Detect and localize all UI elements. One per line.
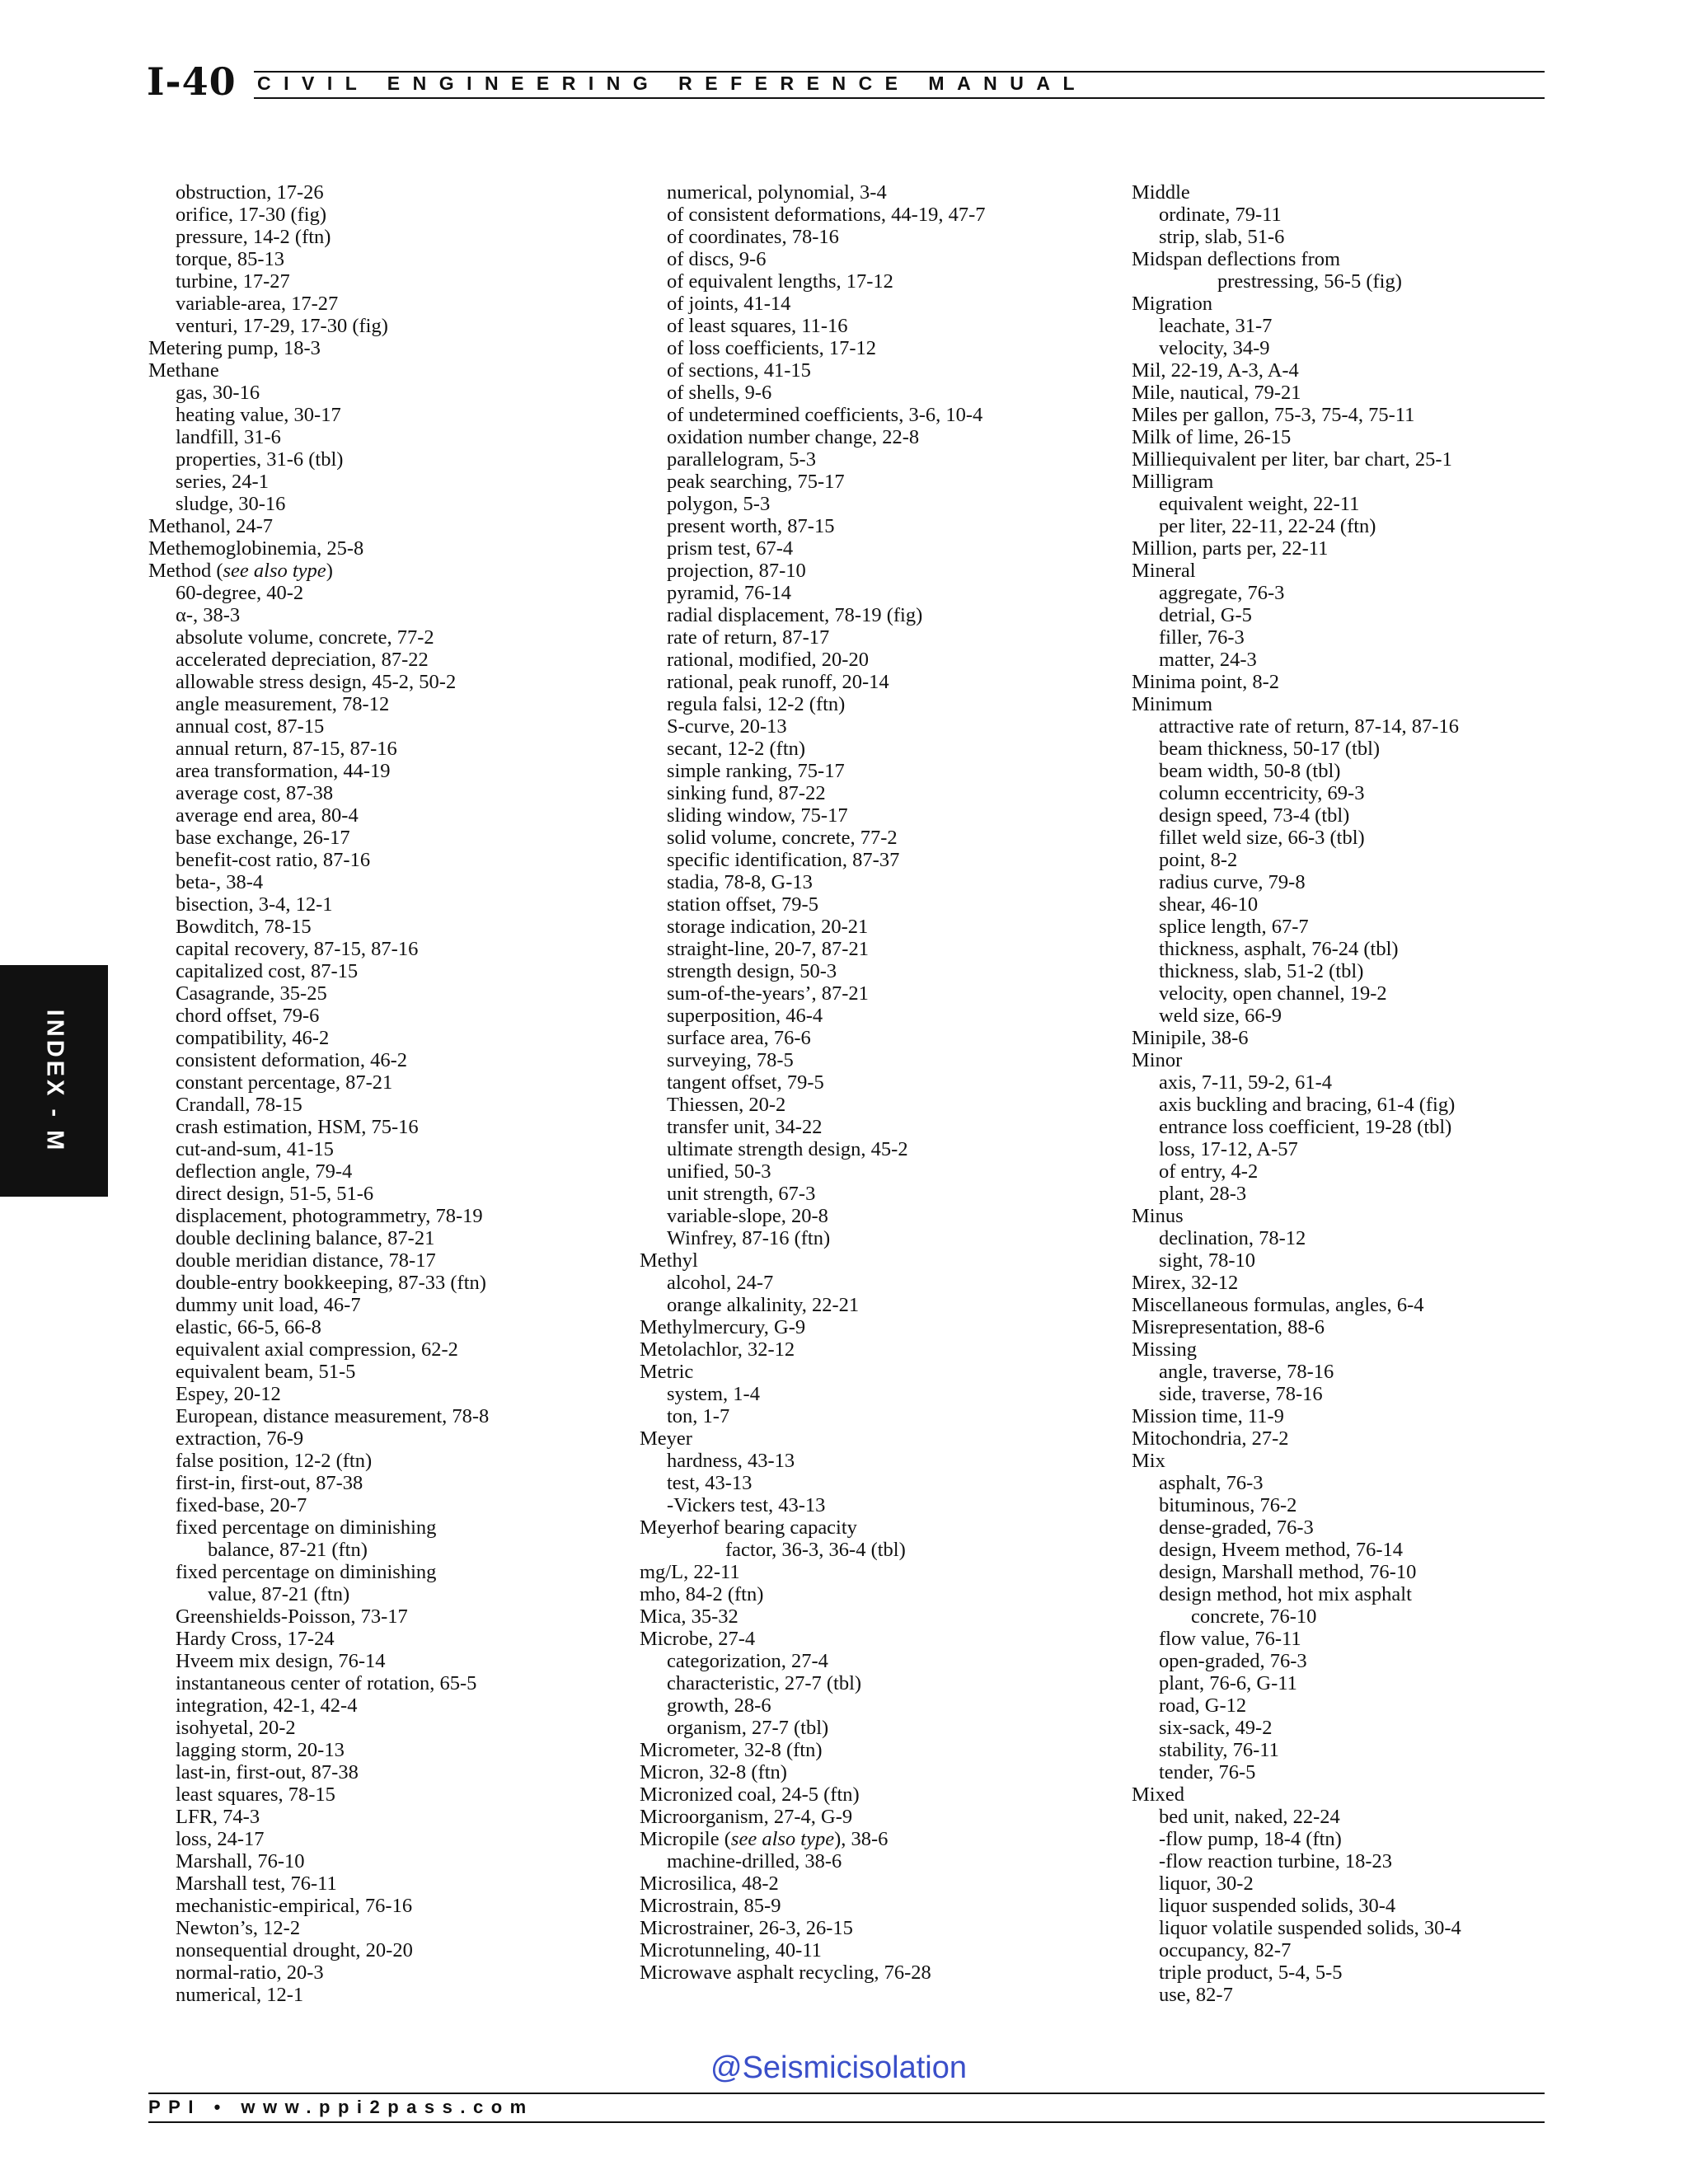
index-subentry: prism test, 67-4 xyxy=(667,537,794,560)
index-subentry: of entry, 4-2 xyxy=(1159,1160,1259,1183)
index-subentry: Thiessen, 20-2 xyxy=(667,1094,786,1116)
index-subentry: of coordinates, 78-16 xyxy=(667,226,839,248)
index-subentry: double-entry bookkeeping, 87-33 (ftn) xyxy=(176,1272,486,1294)
index-subentry: α-, 38-3 xyxy=(176,604,241,626)
index-subentry: rate of return, 87-17 xyxy=(667,626,830,649)
index-subentry: simple ranking, 75-17 xyxy=(667,760,845,782)
index-subentry: ton, 1-7 xyxy=(667,1405,730,1427)
index-subentry: chord offset, 79-6 xyxy=(176,1005,320,1027)
index-subentry: double declining balance, 87-21 xyxy=(176,1227,435,1249)
index-subentry: sight, 78-10 xyxy=(1159,1249,1256,1272)
index-subentry: average cost, 87-38 xyxy=(176,782,334,804)
index-subentry: pyramid, 76-14 xyxy=(667,582,792,604)
index-heading: Minus xyxy=(1132,1205,1184,1227)
index-subentry: equivalent beam, 51-5 xyxy=(176,1361,356,1383)
index-subentry: sliding window, 75-17 xyxy=(667,804,848,827)
index-heading: Microbe, 27-4 xyxy=(640,1628,756,1650)
index-subentry: tangent offset, 79-5 xyxy=(667,1071,824,1094)
index-subentry: displacement, photogrammetry, 78-19 xyxy=(176,1205,483,1227)
index-subentry: -Vickers test, 43-13 xyxy=(667,1494,826,1516)
index-subentry: -flow pump, 18-4 (ftn) xyxy=(1159,1828,1342,1850)
index-subentry: turbine, 17-27 xyxy=(176,270,290,293)
index-subentry: capitalized cost, 87-15 xyxy=(176,960,359,982)
index-subentry: of least squares, 11-16 xyxy=(667,315,848,337)
index-subentry: axis, 7-11, 59-2, 61-4 xyxy=(1159,1071,1333,1094)
index-subentry: radius curve, 79-8 xyxy=(1159,871,1306,893)
index-column-2 xyxy=(640,181,1118,1984)
index-subentry: bed unit, naked, 22-24 xyxy=(1159,1806,1340,1828)
index-subentry: instantaneous center of rotation, 65-5 xyxy=(176,1672,477,1694)
index-heading: Mix xyxy=(1132,1450,1165,1472)
index-subentry: of equivalent lengths, 17-12 xyxy=(667,270,893,293)
index-subentry: thickness, slab, 51-2 (tbl) xyxy=(1159,960,1364,982)
index-subentry: of discs, 9-6 xyxy=(667,248,767,270)
index-heading: Middle xyxy=(1132,181,1190,204)
index-subentry: obstruction, 17-26 xyxy=(176,181,324,204)
index-heading: Missing xyxy=(1132,1338,1197,1361)
index-subentry: side, traverse, 78-16 xyxy=(1159,1383,1323,1405)
index-subentry: angle, traverse, 78-16 xyxy=(1159,1361,1334,1383)
index-subentry: triple product, 5-4, 5-5 xyxy=(1159,1961,1343,1984)
index-subentry: declination, 78-12 xyxy=(1159,1227,1306,1249)
index-subentry: rational, modified, 20-20 xyxy=(667,649,869,671)
index-subentry: design, Marshall method, 76-10 xyxy=(1159,1561,1417,1583)
index-subentry: elastic, 66-5, 66-8 xyxy=(176,1316,321,1338)
index-subentry: equivalent weight, 22-11 xyxy=(1159,493,1360,515)
index-subentry: European, distance measurement, 78-8 xyxy=(176,1405,490,1427)
index-subentry: annual return, 87-15, 87-16 xyxy=(176,738,397,760)
index-subentry: growth, 28-6 xyxy=(667,1694,771,1717)
index-heading: Mile, nautical, 79-21 xyxy=(1132,382,1301,404)
index-subentry: Winfrey, 87-16 (ftn) xyxy=(667,1227,831,1249)
header-rule-bottom xyxy=(254,97,1545,99)
index-subentry: liquor suspended solids, 30-4 xyxy=(1159,1895,1396,1917)
index-subentry: of shells, 9-6 xyxy=(667,382,772,404)
index-subentry: plant, 76-6, G-11 xyxy=(1159,1672,1297,1694)
index-subentry: alcohol, 24-7 xyxy=(667,1272,774,1294)
index-subentry: integration, 42-1, 42-4 xyxy=(176,1694,358,1717)
index-subentry: of undetermined coefficients, 3-6, 10-4 xyxy=(667,404,983,426)
index-subentry: cut-and-sum, 41-15 xyxy=(176,1138,334,1160)
index-heading: Mission time, 11-9 xyxy=(1132,1405,1284,1427)
index-subentry: dense-graded, 76-3 xyxy=(1159,1516,1314,1539)
index-subentry: strip, slab, 51-6 xyxy=(1159,226,1285,248)
index-subentry: leachate, 31-7 xyxy=(1159,315,1273,337)
index-subentry: Greenshields-Poisson, 73-17 xyxy=(176,1605,408,1628)
index-heading: Minipile, 38-6 xyxy=(1132,1027,1249,1049)
index-subentry: deflection angle, 79-4 xyxy=(176,1160,353,1183)
index-heading: Method (see also type) xyxy=(148,560,333,582)
index-subentry: velocity, 34-9 xyxy=(1159,337,1270,359)
index-side-tab xyxy=(0,965,108,1197)
index-subentry: of loss coefficients, 17-12 xyxy=(667,337,877,359)
index-subentry: strength design, 50-3 xyxy=(667,960,837,982)
index-subentry: of consistent deformations, 44-19, 47-7 xyxy=(667,204,986,226)
index-subentry: double meridian distance, 78-17 xyxy=(176,1249,436,1272)
index-subentry: properties, 31-6 (tbl) xyxy=(176,448,344,471)
index-subentry: filler, 76-3 xyxy=(1159,626,1245,649)
index-subentry: numerical, polynomial, 3-4 xyxy=(667,181,887,204)
side-tab-label: INDEX - M xyxy=(41,1009,68,1153)
index-heading: Metering pump, 18-3 xyxy=(148,337,321,359)
index-heading: Micropile (see also type), 38-6 xyxy=(640,1828,889,1850)
index-subentry: six-sack, 49-2 xyxy=(1159,1717,1273,1739)
index-subentry: asphalt, 76-3 xyxy=(1159,1472,1264,1494)
index-subentry: benefit-cost ratio, 87-16 xyxy=(176,849,371,871)
index-heading: Mineral xyxy=(1132,560,1196,582)
index-subentry: accelerated depreciation, 87-22 xyxy=(176,649,429,671)
index-subentry: stadia, 78-8, G-13 xyxy=(667,871,813,893)
index-subentry: loss, 24-17 xyxy=(176,1828,265,1850)
index-subentry: beam width, 50-8 (tbl) xyxy=(1159,760,1341,782)
index-heading: Mixed xyxy=(1132,1783,1184,1806)
index-subentry: 60-degree, 40-2 xyxy=(176,582,304,604)
index-heading: mho, 84-2 (ftn) xyxy=(640,1583,764,1605)
index-heading: Microsilica, 48-2 xyxy=(640,1872,779,1895)
index-subentry: of sections, 41-15 xyxy=(667,359,811,382)
index-heading: Mica, 35-32 xyxy=(640,1605,738,1628)
index-heading: Milligram xyxy=(1132,471,1214,493)
index-subentry: weld size, 66-9 xyxy=(1159,1005,1282,1027)
watermark: @Seismicisolation xyxy=(710,2050,968,2085)
index-subentry: orifice, 17-30 (fig) xyxy=(176,204,326,226)
index-heading: Milk of lime, 26-15 xyxy=(1132,426,1292,448)
index-subentry: surveying, 78-5 xyxy=(667,1049,794,1071)
index-subentry: mechanistic-empirical, 76-16 xyxy=(176,1895,413,1917)
index-subentry: plant, 28-3 xyxy=(1159,1183,1247,1205)
index-column-3 xyxy=(1132,181,1610,2006)
index-heading: Mil, 22-19, A-3, A-4 xyxy=(1132,359,1299,382)
index-subentry: detrial, G-5 xyxy=(1159,604,1252,626)
index-subentry: unit strength, 67-3 xyxy=(667,1183,816,1205)
index-heading: Miscellaneous formulas, angles, 6-4 xyxy=(1132,1294,1424,1316)
index-subentry: series, 24-1 xyxy=(176,471,269,493)
index-subentry: nonsequential drought, 20-20 xyxy=(176,1939,413,1961)
index-subentry: area transformation, 44-19 xyxy=(176,760,391,782)
index-subentry: attractive rate of return, 87-14, 87-16 xyxy=(1159,715,1459,738)
index-subentry: solid volume, concrete, 77-2 xyxy=(667,827,898,849)
index-subentry: system, 1-4 xyxy=(667,1383,760,1405)
index-subentry: polygon, 5-3 xyxy=(667,493,771,515)
index-subentry: fixed percentage on diminishing xyxy=(176,1561,437,1583)
index-subentry: oxidation number change, 22-8 xyxy=(667,426,920,448)
index-subentry: Crandall, 78-15 xyxy=(176,1094,302,1116)
index-heading: Metolachlor, 32-12 xyxy=(640,1338,795,1361)
index-subentry: pressure, 14-2 (ftn) xyxy=(176,226,331,248)
index-subentry: fixed-base, 20-7 xyxy=(176,1494,307,1516)
index-subentry: test, 43-13 xyxy=(667,1472,753,1494)
index-subentry: design, Hveem method, 76-14 xyxy=(1159,1539,1403,1561)
index-subentry: transfer unit, 34-22 xyxy=(667,1116,823,1138)
index-heading: Meyerhof bearing capacity xyxy=(640,1516,857,1539)
index-subentry: stability, 76-11 xyxy=(1159,1739,1279,1761)
index-subentry: balance, 87-21 (ftn) xyxy=(208,1539,368,1561)
index-subentry: angle measurement, 78-12 xyxy=(176,693,390,715)
index-heading: Methylmercury, G-9 xyxy=(640,1316,806,1338)
index-subentry: axis buckling and bracing, 61-4 (fig) xyxy=(1159,1094,1456,1116)
index-subentry: projection, 87-10 xyxy=(667,560,806,582)
index-subentry: prestressing, 56-5 (fig) xyxy=(1217,270,1402,293)
index-subentry: use, 82-7 xyxy=(1159,1984,1233,2006)
index-heading: Minima point, 8-2 xyxy=(1132,671,1279,693)
index-subentry: shear, 46-10 xyxy=(1159,893,1259,916)
index-heading: Micron, 32-8 (ftn) xyxy=(640,1761,787,1783)
index-subentry: Marshall test, 76-11 xyxy=(176,1872,337,1895)
index-subentry: column eccentricity, 69-3 xyxy=(1159,782,1365,804)
index-heading: Micronized coal, 24-5 (ftn) xyxy=(640,1783,860,1806)
index-subentry: beta-, 38-4 xyxy=(176,871,264,893)
index-subentry: liquor, 30-2 xyxy=(1159,1872,1254,1895)
index-subentry: entrance loss coefficient, 19-28 (tbl) xyxy=(1159,1116,1452,1138)
index-subentry: superposition, 46-4 xyxy=(667,1005,823,1027)
index-subentry: fixed percentage on diminishing xyxy=(176,1516,437,1539)
index-subentry: variable-slope, 20-8 xyxy=(667,1205,828,1227)
index-heading: mg/L, 22-11 xyxy=(640,1561,740,1583)
index-heading: Miles per gallon, 75-3, 75-4, 75-11 xyxy=(1132,404,1415,426)
index-subentry: per liter, 22-11, 22-24 (ftn) xyxy=(1159,515,1376,537)
see-also-italic: see also type xyxy=(730,1828,835,1850)
index-subentry: LFR, 74-3 xyxy=(176,1806,260,1828)
index-subentry: sludge, 30-16 xyxy=(176,493,286,515)
index-subentry: crash estimation, HSM, 75-16 xyxy=(176,1116,419,1138)
index-heading: Microstrain, 85-9 xyxy=(640,1895,781,1917)
index-subentry: numerical, 12-1 xyxy=(176,1984,304,2006)
footer-rule-bottom xyxy=(148,2121,1545,2123)
index-subentry: loss, 17-12, A-57 xyxy=(1159,1138,1298,1160)
index-subentry: Marshall, 76-10 xyxy=(176,1850,305,1872)
index-subentry: factor, 36-3, 36-4 (tbl) xyxy=(725,1539,906,1561)
index-heading: Minimum xyxy=(1132,693,1213,715)
running-header-title: CIVIL ENGINEERING REFERENCE MANUAL xyxy=(257,73,1088,94)
index-subentry: landfill, 31-6 xyxy=(176,426,281,448)
index-subentry: sum-of-the-years’, 87-21 xyxy=(667,982,869,1005)
index-subentry: open-graded, 76-3 xyxy=(1159,1650,1307,1672)
index-heading: Methyl xyxy=(640,1249,698,1272)
index-subentry: sinking fund, 87-22 xyxy=(667,782,826,804)
index-subentry: beam thickness, 50-17 (tbl) xyxy=(1159,738,1381,760)
index-subentry: least squares, 78-15 xyxy=(176,1783,335,1806)
index-heading: Methanol, 24-7 xyxy=(148,515,274,537)
index-subentry: storage indication, 20-21 xyxy=(667,916,869,938)
index-subentry: secant, 12-2 (ftn) xyxy=(667,738,806,760)
index-subentry: matter, 24-3 xyxy=(1159,649,1257,671)
index-column-1 xyxy=(148,181,626,2006)
index-subentry: constant percentage, 87-21 xyxy=(176,1071,393,1094)
index-subentry: thickness, asphalt, 76-24 (tbl) xyxy=(1159,938,1399,960)
index-subentry: ordinate, 79-11 xyxy=(1159,204,1282,226)
index-subentry: consistent deformation, 46-2 xyxy=(176,1049,408,1071)
footer-publisher-url: PPI • www.ppi2pass.com xyxy=(148,2097,534,2117)
index-subentry: Hveem mix design, 76-14 xyxy=(176,1650,386,1672)
index-subentry: present worth, 87-15 xyxy=(667,515,835,537)
index-subentry: concrete, 76-10 xyxy=(1191,1605,1317,1628)
index-subentry: of joints, 41-14 xyxy=(667,293,791,315)
index-subentry: organism, 27-7 (tbl) xyxy=(667,1717,829,1739)
index-subentry: station offset, 79-5 xyxy=(667,893,818,916)
index-heading: Milliequivalent per liter, bar chart, 25-1 xyxy=(1132,448,1452,471)
index-subentry: Newton’s, 12-2 xyxy=(176,1917,301,1939)
page-number: I-40 xyxy=(147,59,237,104)
index-subentry: base exchange, 26-17 xyxy=(176,827,350,849)
index-subentry: splice length, 67-7 xyxy=(1159,916,1309,938)
index-subentry: occupancy, 82-7 xyxy=(1159,1939,1292,1961)
index-heading: Migration xyxy=(1132,293,1212,315)
index-subentry: machine-drilled, 38-6 xyxy=(667,1850,842,1872)
index-subentry: ultimate strength design, 45-2 xyxy=(667,1138,908,1160)
index-subentry: Bowditch, 78-15 xyxy=(176,916,312,938)
index-heading: Microorganism, 27-4, G-9 xyxy=(640,1806,853,1828)
index-subentry: orange alkalinity, 22-21 xyxy=(667,1294,860,1316)
index-heading: Million, parts per, 22-11 xyxy=(1132,537,1329,560)
index-subentry: fillet weld size, 66-3 (tbl) xyxy=(1159,827,1365,849)
index-subentry: point, 8-2 xyxy=(1159,849,1238,871)
index-subentry: compatibility, 46-2 xyxy=(176,1027,330,1049)
index-heading: Misrepresentation, 88-6 xyxy=(1132,1316,1325,1338)
index-subentry: allowable stress design, 45-2, 50-2 xyxy=(176,671,457,693)
index-subentry: surface area, 76-6 xyxy=(667,1027,811,1049)
index-heading: Microstrainer, 26-3, 26-15 xyxy=(640,1917,853,1939)
index-subentry: Hardy Cross, 17-24 xyxy=(176,1628,335,1650)
index-subentry: variable-area, 17-27 xyxy=(176,293,339,315)
index-subentry: unified, 50-3 xyxy=(667,1160,771,1183)
index-heading: Minor xyxy=(1132,1049,1183,1071)
index-subentry: bituminous, 76-2 xyxy=(1159,1494,1297,1516)
index-subentry: dummy unit load, 46-7 xyxy=(176,1294,361,1316)
index-subentry: first-in, first-out, 87-38 xyxy=(176,1472,363,1494)
index-subentry: rational, peak runoff, 20-14 xyxy=(667,671,889,693)
index-subentry: radial displacement, 78-19 (fig) xyxy=(667,604,923,626)
index-subentry: false position, 12-2 (ftn) xyxy=(176,1450,373,1472)
index-subentry: average end area, 80-4 xyxy=(176,804,359,827)
index-heading: Methane xyxy=(148,359,219,382)
index-subentry: S-curve, 20-13 xyxy=(667,715,787,738)
index-subentry: isohyetal, 20-2 xyxy=(176,1717,296,1739)
index-subentry: specific identification, 87-37 xyxy=(667,849,900,871)
index-subentry: hardness, 43-13 xyxy=(667,1450,795,1472)
index-heading: Microwave asphalt recycling, 76-28 xyxy=(640,1961,931,1984)
index-heading: Micrometer, 32-8 (ftn) xyxy=(640,1739,823,1761)
index-subentry: flow value, 76-11 xyxy=(1159,1628,1301,1650)
index-subentry: gas, 30-16 xyxy=(176,382,260,404)
index-subentry: direct design, 51-5, 51-6 xyxy=(176,1183,374,1205)
index-heading: Midspan deflections from xyxy=(1132,248,1341,270)
index-subentry: equivalent axial compression, 62-2 xyxy=(176,1338,458,1361)
index-subentry: aggregate, 76-3 xyxy=(1159,582,1285,604)
index-subentry: heating value, 30-17 xyxy=(176,404,341,426)
index-subentry: road, G-12 xyxy=(1159,1694,1247,1717)
index-subentry: design speed, 73-4 (tbl) xyxy=(1159,804,1350,827)
index-subentry: design method, hot mix asphalt xyxy=(1159,1583,1412,1605)
index-subentry: parallelogram, 5-3 xyxy=(667,448,816,471)
index-subentry: straight-line, 20-7, 87-21 xyxy=(667,938,869,960)
index-subentry: peak searching, 75-17 xyxy=(667,471,845,493)
see-also-italic: see also type xyxy=(223,560,326,582)
footer-rule-top xyxy=(148,2093,1545,2094)
index-subentry: torque, 85-13 xyxy=(176,248,284,270)
index-subentry: tender, 76-5 xyxy=(1159,1761,1256,1783)
index-subentry: last-in, first-out, 87-38 xyxy=(176,1761,359,1783)
index-heading: Mitochondria, 27-2 xyxy=(1132,1427,1289,1450)
index-subentry: -flow reaction turbine, 18-23 xyxy=(1159,1850,1393,1872)
index-heading: Metric xyxy=(640,1361,694,1383)
index-subentry: normal-ratio, 20-3 xyxy=(176,1961,324,1984)
index-subentry: bisection, 3-4, 12-1 xyxy=(176,893,333,916)
index-subentry: value, 87-21 (ftn) xyxy=(208,1583,350,1605)
index-subentry: extraction, 76-9 xyxy=(176,1427,304,1450)
index-subentry: absolute volume, concrete, 77-2 xyxy=(176,626,434,649)
index-subentry: categorization, 27-4 xyxy=(667,1650,828,1672)
index-subentry: characteristic, 27-7 (tbl) xyxy=(667,1672,862,1694)
index-subentry: regula falsi, 12-2 (ftn) xyxy=(667,693,846,715)
index-subentry: venturi, 17-29, 17-30 (fig) xyxy=(176,315,388,337)
index-subentry: capital recovery, 87-15, 87-16 xyxy=(176,938,419,960)
index-heading: Meyer xyxy=(640,1427,692,1450)
index-heading: Mirex, 32-12 xyxy=(1132,1272,1239,1294)
index-heading: Methemoglobinemia, 25-8 xyxy=(148,537,364,560)
index-subentry: Casagrande, 35-25 xyxy=(176,982,327,1005)
index-subentry: liquor volatile suspended solids, 30-4 xyxy=(1159,1917,1461,1939)
index-heading: Microtunneling, 40-11 xyxy=(640,1939,822,1961)
index-subentry: velocity, open channel, 19-2 xyxy=(1159,982,1387,1005)
index-subentry: Espey, 20-12 xyxy=(176,1383,281,1405)
index-subentry: lagging storm, 20-13 xyxy=(176,1739,345,1761)
index-subentry: annual cost, 87-15 xyxy=(176,715,325,738)
